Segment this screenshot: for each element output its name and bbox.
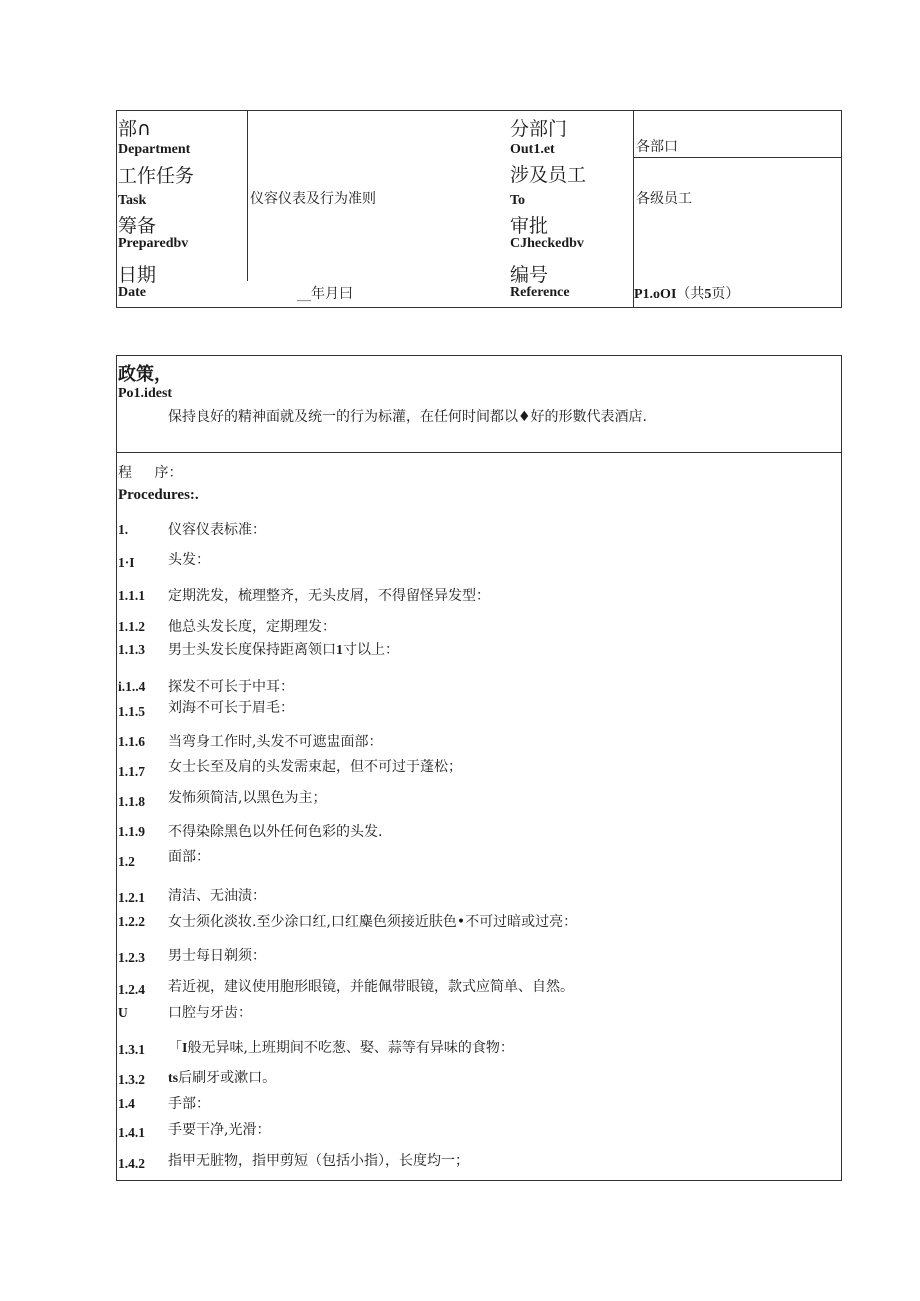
task-value: 仪容仪表及行为准则 (250, 191, 376, 207)
procedure-number: 1.4 (118, 1096, 135, 1111)
header-divider (247, 111, 248, 281)
procedure-number: 1.3.2 (118, 1072, 145, 1087)
to-value: 各级员工 (636, 191, 692, 207)
procedure-text (168, 1039, 514, 1058)
policy-title-cn: 政策， (118, 364, 172, 385)
procedure-text: 手部： (168, 1096, 210, 1112)
department-label-en: Department (118, 142, 191, 157)
procedure-number: 1.1.7 (118, 764, 145, 779)
procedure-text-part: 寸以上： (343, 642, 399, 658)
procedure-text: 口腔与牙齿： (168, 1005, 252, 1021)
procedure-text: 他总头发长度，定期理发： (168, 619, 336, 635)
reference-label-en: Reference (510, 285, 570, 300)
procedure-text-bold: I (182, 1041, 188, 1056)
procedure-number: 1.2.1 (118, 890, 145, 905)
procedure-number: 1.1.1 (118, 588, 145, 603)
procedure-text: 头发： (168, 552, 210, 568)
procedure-number: 1.2.4 (118, 982, 145, 997)
procedure-text-part: 后刷牙或漱口。 (178, 1070, 277, 1086)
header-divider (633, 157, 841, 158)
policy-title-en: Po1.idest (118, 386, 173, 401)
procedure-number: 1.1.6 (118, 734, 145, 749)
section-divider (117, 452, 841, 453)
procedure-text: 女士长至及肩的头发需束起，但不可过于蓬松； (168, 759, 462, 775)
date-label-en: Date (118, 285, 146, 300)
header-table (116, 110, 842, 308)
procedure-number: 1.3.1 (118, 1042, 145, 1057)
reference-pages-num: 5 (704, 287, 712, 302)
procedure-number: 1.2.3 (118, 950, 145, 965)
procedure-text: 若近视，建议使用胞形眼镜，并能佩带眼镜，款式应简单、自然。 (168, 979, 574, 995)
task-label-en: Task (118, 193, 147, 208)
procedure-number: U (118, 1005, 128, 1020)
reference-pages-post: 页） (711, 286, 740, 302)
procedure-text: 仪容仪表标准： (168, 522, 266, 538)
procedure-number: 1·I (118, 555, 135, 570)
procedure-text: 刘海不可长于眉毛： (168, 700, 294, 716)
procedure-number: 1.2 (118, 854, 135, 869)
task-label-cn: 工作任务 (118, 165, 195, 187)
procedure-number: 1.1.2 (118, 619, 145, 634)
procedure-text (168, 641, 399, 660)
policy-text: 保持良好的精神面就及统一的行为标灌，在任何时间都以♦好的形數代表酒店. (168, 409, 647, 425)
procedure-text-part: 般无异味,上班期间不吃葱、娶、蒜等有异味的食物： (187, 1040, 514, 1056)
to-label-cn: 涉及员工 (510, 164, 587, 186)
procedure-text-bold: 1 (336, 643, 343, 658)
header-divider (633, 111, 634, 307)
reference-value (634, 286, 739, 303)
procedures-title-cn: 程 序： (118, 465, 183, 481)
reference-pages-pre: （共 (676, 286, 705, 302)
procedure-text-bold: ts (168, 1071, 179, 1086)
procedure-number: 1.1.3 (118, 642, 145, 657)
procedure-text: 男士每日剃须： (168, 948, 266, 964)
reference-code: P1.oOI (634, 287, 677, 302)
prepared-label-cn: 筹备 (118, 215, 157, 237)
procedure-text (168, 1069, 276, 1088)
procedures-title-en: Procedures:. (118, 487, 199, 503)
reference-label-cn: 编号 (510, 264, 549, 286)
outlet-value: 各部口 (636, 139, 678, 155)
procedure-text-part: 「 (168, 1040, 182, 1056)
to-label-en: To (510, 193, 526, 208)
procedure-number: 1.1.8 (118, 794, 145, 809)
procedure-number: i.1..4 (118, 679, 146, 694)
procedure-number: 1.1.9 (118, 824, 145, 839)
procedure-text: 面部： (168, 849, 210, 865)
date-value: __年月曰 (297, 286, 353, 302)
procedure-text: 清洁、无油渍： (168, 888, 266, 904)
procedure-text: 定期洗发，梳理整齐，无头皮屑，不得留怪异发型： (168, 588, 490, 604)
procedure-number: 1.2.2 (118, 914, 145, 929)
content-box (116, 355, 842, 1181)
procedure-text: 发怖须简洁,以黑色为主； (168, 790, 327, 806)
date-label-cn: 日期 (118, 264, 157, 286)
procedure-text: 不得染除黑色以外任何色彩的头发. (168, 824, 383, 840)
procedure-text: 当弯身工作时,头发不可遮盅面部： (168, 734, 383, 750)
department-label-cn: 部∩ (118, 118, 151, 140)
procedure-number: 1.1.5 (118, 704, 145, 719)
outlet-label-cn: 分部门 (510, 118, 568, 140)
procedure-number: 1.4.1 (118, 1125, 145, 1140)
checked-label-cn: 审批 (510, 215, 549, 237)
procedure-text: 手要干净,光滑： (168, 1122, 271, 1138)
procedure-text: 指甲无脏物，指甲剪短（包括小指），长度均一； (168, 1153, 469, 1169)
procedure-number: 1. (118, 522, 129, 537)
procedure-text: 女士须化淡妆.至少涂口红,口红麋色须接近肤色•不可过暗或过亮： (168, 914, 578, 930)
prepared-label-en: Preparedbv (118, 236, 189, 251)
outlet-label-en: Out1.et (510, 142, 555, 157)
procedure-number: 1.4.2 (118, 1156, 145, 1171)
checked-label-en: CJheckedbv (510, 236, 584, 251)
procedure-text-part: 男士头发长度保持距离领口 (168, 642, 336, 658)
procedure-text: 探发不可长于中耳： (168, 679, 294, 695)
